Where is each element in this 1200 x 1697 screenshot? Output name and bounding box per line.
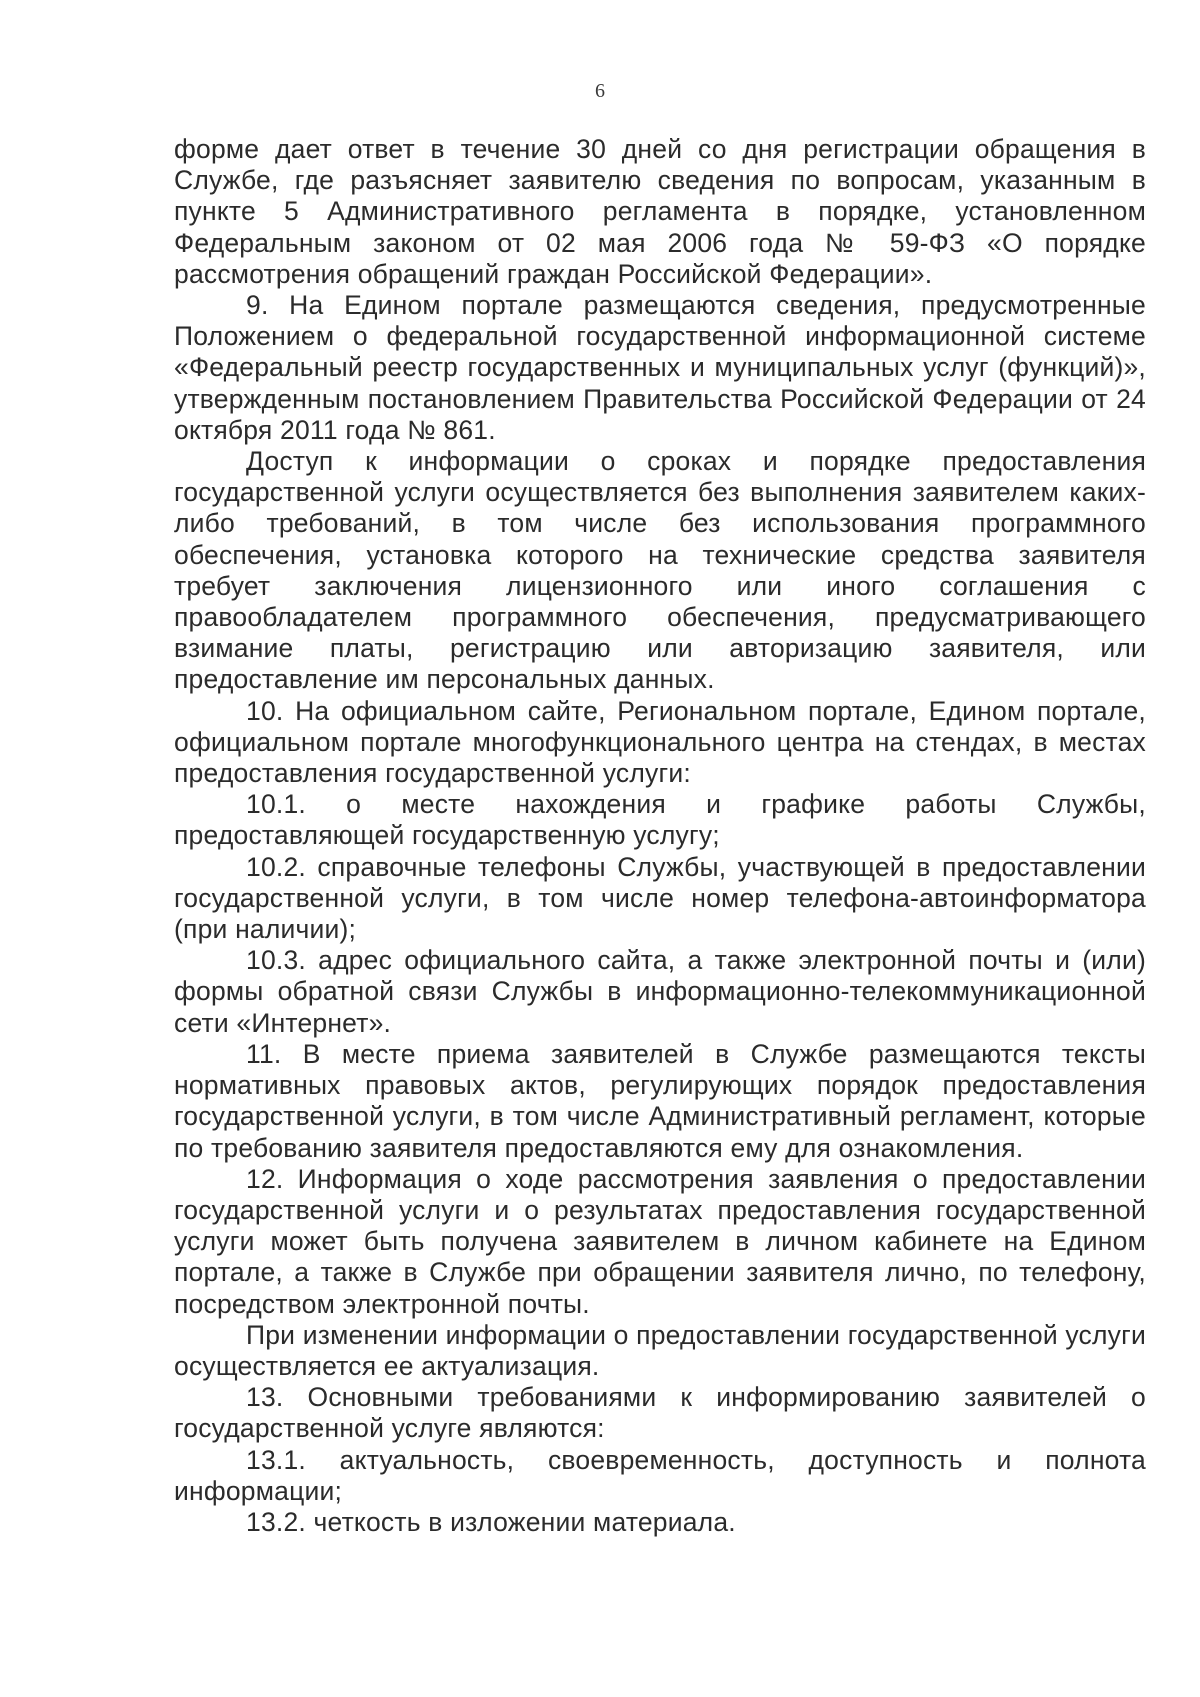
document-body (174, 134, 1146, 1538)
paragraph-item-13: 13. Основными требованиями к информированию заявителей о государственной услуге являются: (174, 1382, 1146, 1444)
paragraph-continuation: форме дает ответ в течение 30 дней со дня регистрации обращения в Службе, где разъясняет заявителю сведения по вопросам, указанным в пункте 5 Административного регламента в порядке, установленном Федеральным законом от 02 мая 2006 года № 59-ФЗ «О порядке рассмотрения обращений граждан Российской Федерации». (174, 134, 1146, 289)
page-number: 6 (595, 80, 605, 102)
paragraph-access-info: Доступ к информации о сроках и порядке предоставления государственной услуги осуществляется без выполнения заявителем каких-либо требований, в том числе без использования программного обеспечения, установка которого на технические средства заявителя требует заключения лицензионного или иного соглашения с правообладателем программного обеспечения, предусматривающего взимание платы, регистрацию или авторизацию заявителя, или предоставление им персональных данных. (174, 446, 1146, 695)
paragraph-item-9: 9. На Едином портале размещаются сведения, предусмотренные Положением о федеральной государственной информационной системе «Федеральный реестр государственных и муниципальных услуг (функций)», утвержденным постановлением Правительства Российской Федерации от 24 октября 2011 года № 861. (174, 290, 1146, 445)
paragraph-item-10: 10. На официальном сайте, Региональном портале, Едином портале, официальном портале многофункционального центра на стендах, в местах предоставления государственной услуги: (174, 695, 1146, 789)
paragraph-update-info: При изменении информации о предоставлении государственной услуги осуществляется ее актуализация. (174, 1319, 1146, 1381)
paragraph-item-10-3: 10.3. адрес официального сайта, а также электронной почты и (или) формы обратной связи Службы в информационно-телекоммуникационной сети «Интернет». (174, 945, 1146, 1038)
paragraph-item-10-1: 10.1. о месте нахождения и графике работы Службы, предоставляющей государственную услугу; (174, 789, 1146, 851)
paragraph-item-12: 12. Информация о ходе рассмотрения заявления о предоставлении государственной услуги и о результатах предоставления государственной услуги может быть получена заявителем в личном кабинете на Едином портале, а также в Службе при обращении заявителя лично, по телефону, посредством электронной почты. (174, 1163, 1146, 1319)
paragraph-item-13-1: 13.1. актуальность, своевременность, доступность и полнота информации; (174, 1444, 1146, 1506)
paragraph-item-13-2: 13.2. четкость в изложении материала. (246, 1506, 736, 1537)
paragraph-item-11: 11. В месте приема заявителей в Службе размещаются тексты нормативных правовых актов, регулирующих порядок предоставления государственной услуги, в том числе Административный регламент, которые по требованию заявителя предоставляются ему для ознакомления. (174, 1038, 1146, 1163)
paragraph-item-10-2: 10.2. справочные телефоны Службы, участвующей в предоставлении государственной услуги, в том числе номер телефона-автоинформатора (при наличии); (174, 851, 1146, 945)
